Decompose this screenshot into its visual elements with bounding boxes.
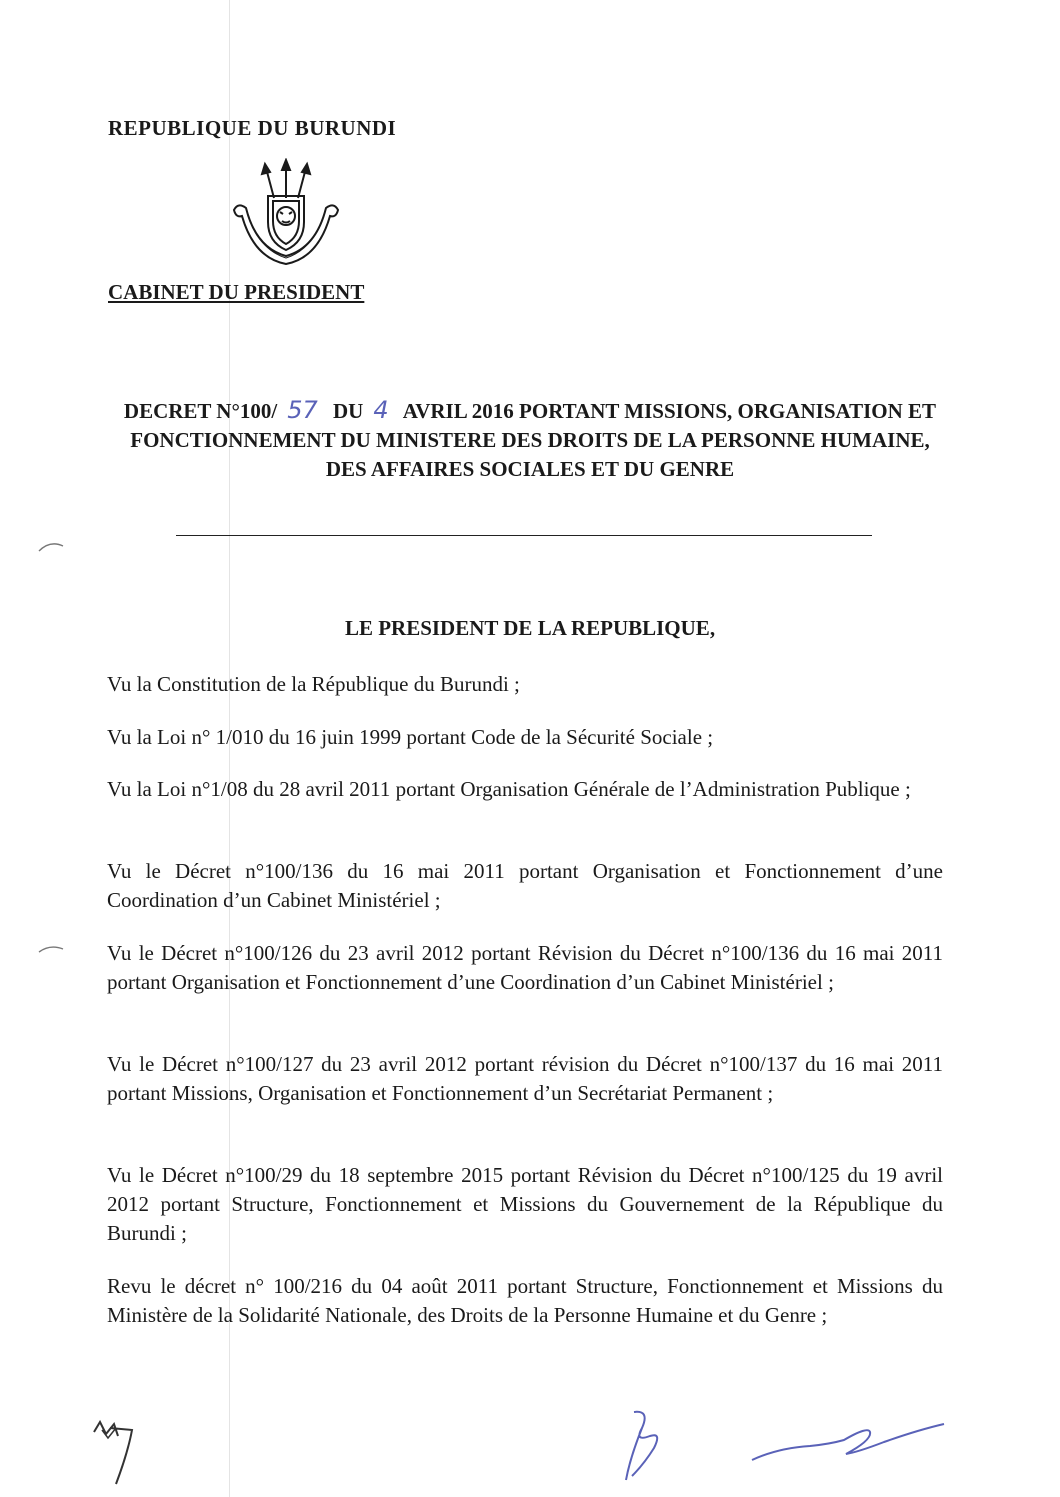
consideration-paragraph: Vu le Décret n°100/127 du 23 avril 2012 portant révision du Décret n°100/137 du 16 mai 2011 portant Missions, Organisation et Fonctionnement d’un Secrétariat Permanent ; (107, 1052, 943, 1105)
president-heading: LE PRESIDENT DE LA REPUBLIQUE, (344, 616, 716, 640)
consideration-paragraph: Vu le Décret n°100/29 du 18 septembre 2015 portant Révision du Décret n°100/125 du 19 avril 2012 portant Structure, Fonctionnement et Missions du Gouvernement de la République du Burundi ; (107, 1163, 943, 1245)
title-underline-rule (176, 535, 872, 536)
consideration-paragraph: Vu la Constitution de la République du Burundi ; (107, 672, 520, 696)
consideration-paragraph: Revu le décret n° 100/216 du 04 août 2011 portant Structure, Fonctionnement et Missions du Ministère de la Solidarité Nationale, des Droits de la Personne Humaine et du Genre ; (107, 1274, 943, 1327)
handwritten-signature (748, 1420, 948, 1472)
decree-title (110, 396, 950, 484)
handwritten-signature (620, 1408, 670, 1482)
decree-day-handwritten: 4 (373, 396, 389, 424)
country-header: REPUBLIQUE DU BURUNDI (108, 116, 397, 140)
coat-of-arms-emblem (226, 158, 346, 268)
consideration-paragraph: Vu la Loi n°1/08 du 28 avril 2011 portant Organisation Générale de l’Administration Publique ; (107, 777, 911, 801)
binder-hole-mark (38, 540, 64, 552)
consideration-paragraph: Vu la Loi n° 1/010 du 16 juin 1999 portant Code de la Sécurité Sociale ; (107, 725, 714, 749)
decree-prefix: DECRET N°100/ (123, 399, 278, 423)
decree-du: DU (333, 399, 364, 423)
initials-signature (88, 1418, 148, 1488)
decree-title-rest: AVRIL 2016 PORTANT MISSIONS, ORGANISATION ET FONCTIONNEMENT DU MINISTERE DES DROITS DE LA PERSONNE HUMAINE, DES AFFAIRES SOCIALES ET DU GENRE (130, 399, 937, 481)
decree-number-handwritten: 57 (287, 396, 318, 424)
cabinet-header: CABINET DU PRESIDENT (108, 280, 365, 304)
consideration-paragraph: Vu le Décret n°100/136 du 16 mai 2011 portant Organisation et Fonctionnement d’une Coordination d’un Cabinet Ministériel ; (107, 859, 943, 912)
binder-hole-mark (38, 943, 64, 955)
consideration-paragraph: Vu le Décret n°100/126 du 23 avril 2012 portant Révision du Décret n°100/136 du 16 mai 2011 portant Organisation et Fonctionnement d’une Coordination d’un Cabinet Ministériel ; (107, 941, 943, 994)
